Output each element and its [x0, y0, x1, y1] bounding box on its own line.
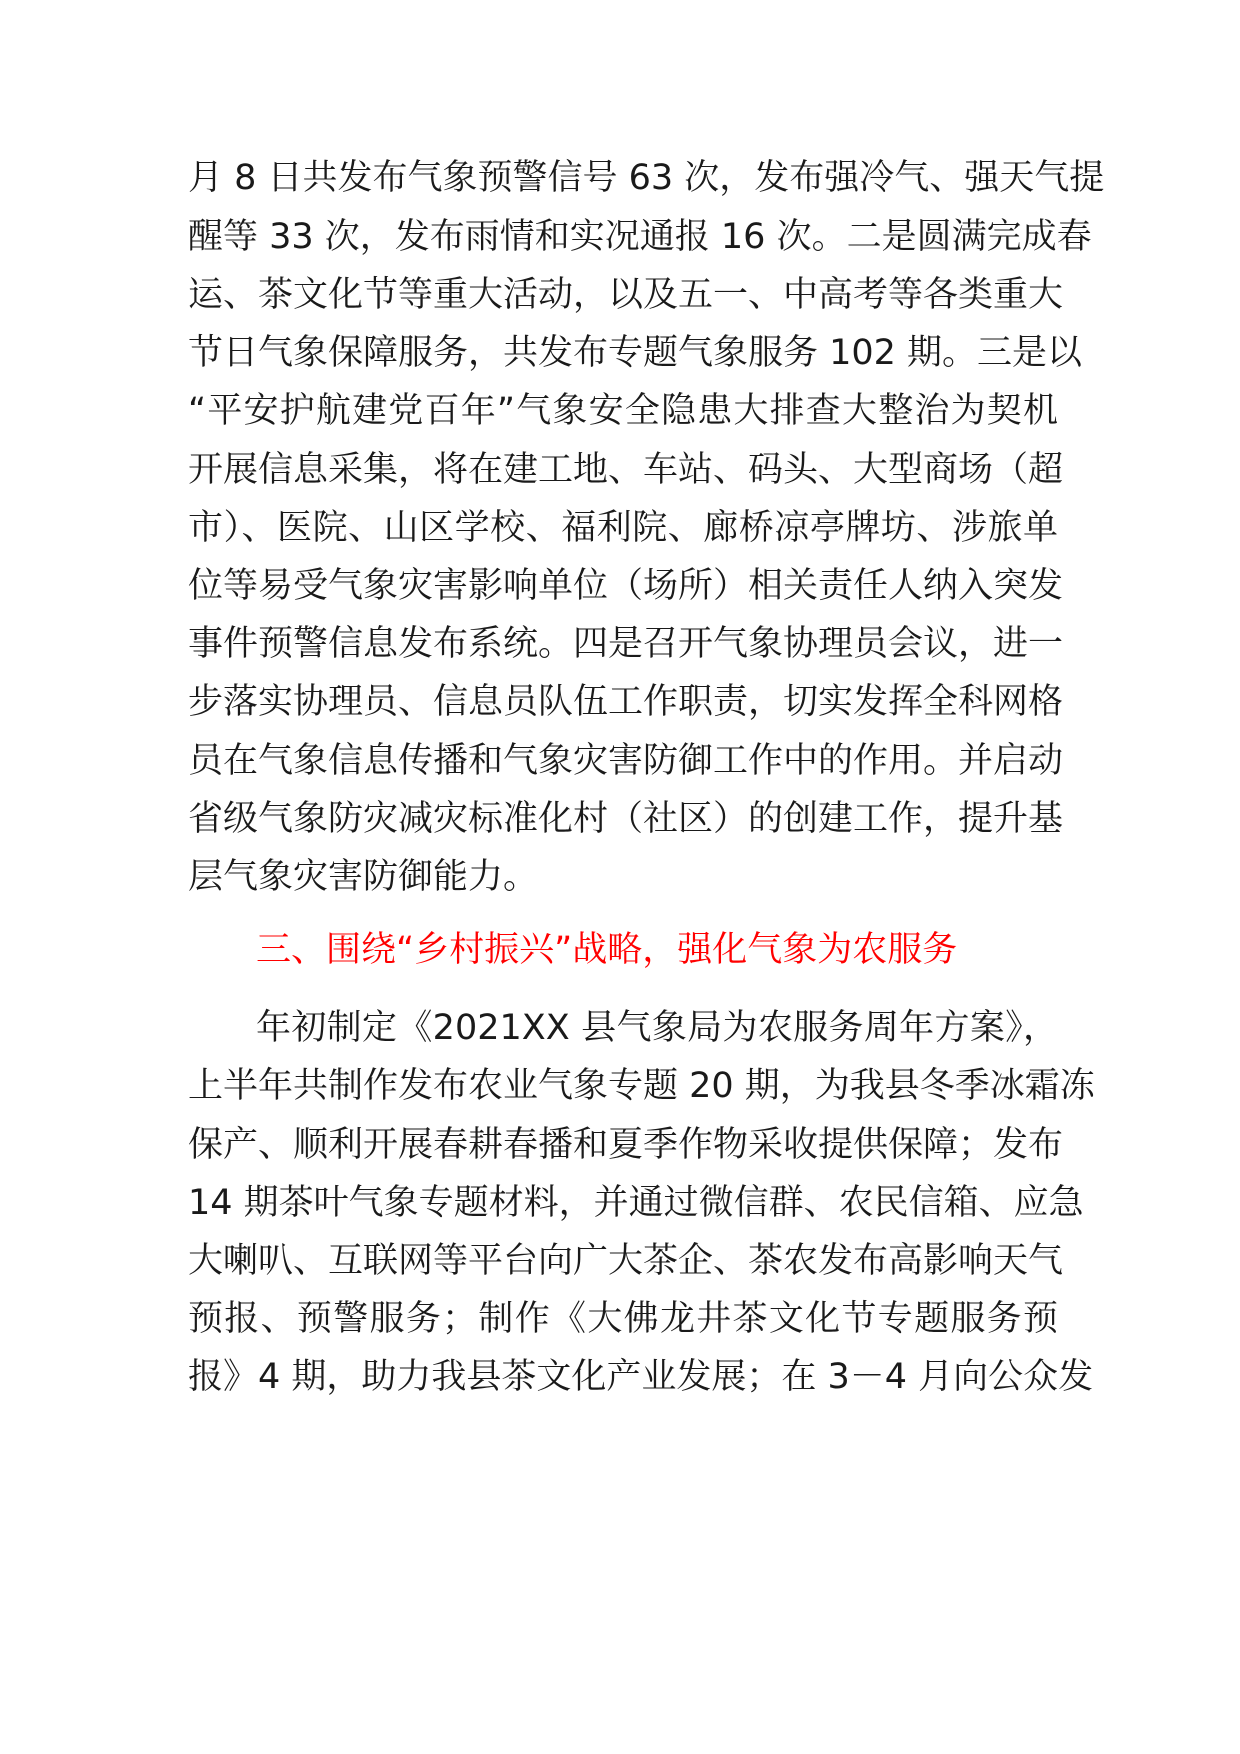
paragraph-line: 保产、顺利开展春耕春播和夏季作物采收提供保障；发布: [188, 1125, 1064, 1165]
paragraph-line: 省级气象防灾减灾标准化村（社区）的创建工作，提升基: [188, 799, 1064, 839]
paragraph-line: 大喇叭、互联网等平台向广大茶企、茶农发布高影响天气: [188, 1241, 1064, 1281]
paragraph-line: 层气象灾害防御能力。: [188, 857, 539, 897]
paragraph-line: 14 期茶叶气象专题材料，并通过微信群、农民信箱、应急: [188, 1183, 1084, 1223]
paragraph-first-line: 年初制定《2021XX 县气象局为农服务周年方案》，: [256, 1008, 1058, 1048]
section-heading: 三、围绕“乡村振兴”战略，强化气象为农服务: [256, 930, 958, 970]
paragraph-line: 运、茶文化节等重大活动，以及五一、中高考等各类重大: [188, 275, 1064, 315]
paragraph-line: “平安护航建党百年”气象安全隐患大排查大整治为契机: [188, 391, 1058, 431]
paragraph-line: 月 8 日共发布气象预警信号 63 次，发布强冷气、强天气提: [188, 158, 1105, 198]
paragraph-line: 上半年共制作发布农业气象专题 20 期，为我县冬季冰霜冻: [188, 1066, 1095, 1106]
paragraph-line: 预报、预警服务；制作《大佛龙井茶文化节专题服务预: [188, 1299, 1058, 1339]
paragraph-line: 报》4 期，助力我县茶文化产业发展；在 3－4 月向公众发: [188, 1357, 1094, 1397]
paragraph-line: 醒等 33 次，发布雨情和实况通报 16 次。二是圆满完成春: [188, 217, 1092, 257]
paragraph-line: 事件预警信息发布系统。四是召开气象协理员会议，进一: [188, 624, 1064, 664]
paragraph-line: 节日气象保障服务，共发布专题气象服务 102 期。三是以: [188, 333, 1083, 373]
paragraph-line: 步落实协理员、信息员队伍工作职责，切实发挥全科网格: [188, 682, 1064, 722]
paragraph-line: 员在气象信息传播和气象灾害防御工作中的作用。并启动: [188, 741, 1064, 781]
paragraph-line: 市）、医院、山区学校、福利院、廊桥凉亭牌坊、涉旅单: [188, 508, 1058, 548]
paragraph-line: 开展信息采集，将在建工地、车站、码头、大型商场（超: [188, 450, 1064, 490]
paragraph-line: 位等易受气象灾害影响单位（场所）相关责任人纳入突发: [188, 566, 1064, 606]
